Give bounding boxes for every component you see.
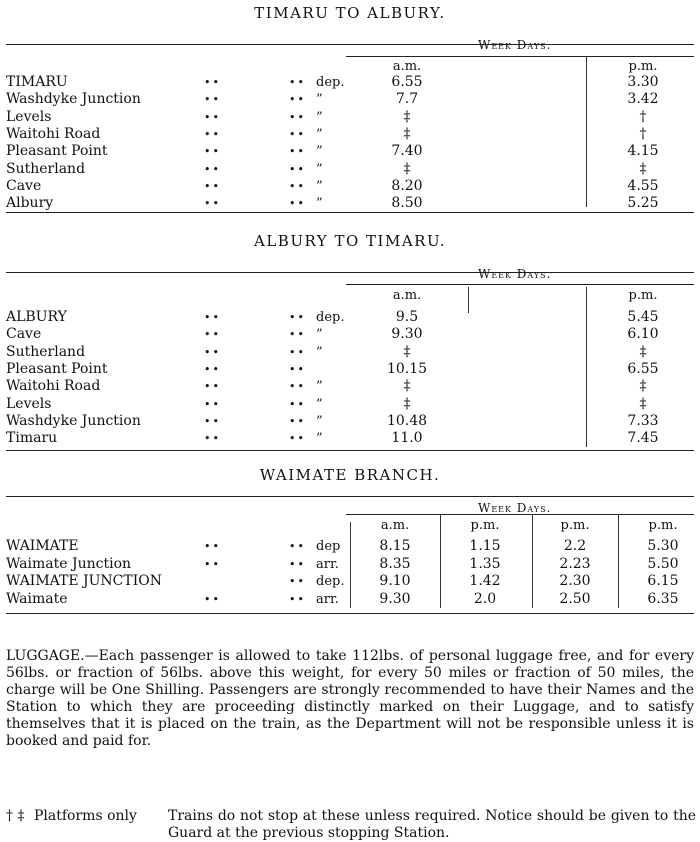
table1-row (0, 74, 700, 91)
dep-mark: ” (316, 92, 323, 108)
leader-dots: •• (289, 179, 306, 193)
leader-dots: •• (204, 162, 221, 176)
table2-pm-header: p.m. (628, 288, 658, 303)
pm-time: 3.30 (627, 74, 659, 90)
pm-time: 4.15 (627, 143, 659, 160)
table2-am-header: a.m. (392, 288, 422, 303)
dep-mark: ” (316, 109, 323, 125)
am-time: ‡ (403, 108, 411, 125)
table1-row (0, 161, 700, 178)
leader-dots: •• (204, 592, 221, 606)
dep-mark: ” (316, 178, 323, 194)
station-name: Levels (6, 395, 52, 412)
am-time: 7.40 (391, 143, 423, 160)
dep-mark: dep. (316, 75, 345, 90)
station-name: WAIMATE JUNCTION (6, 573, 162, 589)
dep-mark: ” (316, 126, 323, 142)
table1-bottom-rule (6, 212, 694, 213)
leader-dots: •• (289, 540, 306, 553)
leader-dots: •• (204, 76, 221, 89)
table3-bottom-rule (6, 613, 694, 614)
am-time: ‡ (403, 343, 411, 360)
table2-row (0, 396, 700, 413)
table3-row (0, 573, 700, 590)
leader-dots: •• (204, 557, 221, 571)
time-cell: 1.35 (469, 555, 501, 572)
leader-dots: •• (289, 557, 306, 571)
leader-dots: •• (204, 328, 221, 342)
time-cell: 2.50 (559, 590, 591, 607)
time-cell: 8.35 (379, 555, 411, 572)
station-name: Levels (6, 108, 52, 125)
dep-mark: dep. (316, 310, 345, 325)
am-time: 10.15 (386, 360, 428, 377)
time-cell: 8.15 (379, 538, 411, 554)
am-time: 8.20 (391, 177, 423, 194)
dep-mark: ” (316, 344, 323, 360)
table1-pm-header: p.m. (628, 59, 658, 74)
pm-time: ‡ (639, 395, 647, 412)
time-cell: 2.30 (559, 573, 591, 589)
pm-time: 3.42 (627, 91, 659, 108)
table2-row (0, 309, 700, 326)
dep-mark: ” (316, 196, 323, 212)
table3-header-rule (346, 514, 694, 515)
time-cell: 1.15 (469, 538, 501, 554)
leader-dots: •• (289, 432, 306, 446)
time-cell: 9.30 (379, 590, 411, 607)
table3-col-header: a.m. (380, 518, 410, 533)
table3-col-header: p.m. (560, 518, 590, 533)
table3-week-days: Week Days. (478, 501, 552, 515)
dep-mark: ” (316, 413, 323, 429)
time-cell: 5.30 (647, 538, 679, 554)
am-time: 11.0 (391, 430, 423, 447)
table1-week-days: Week Days. (478, 38, 552, 52)
leader-dots: •• (289, 575, 306, 588)
dep-mark: ” (316, 431, 323, 447)
pm-time: 5.45 (627, 309, 659, 325)
time-cell: 5.50 (647, 555, 679, 572)
leader-dots: •• (289, 414, 306, 428)
leader-dots: •• (289, 76, 306, 89)
leader-dots: •• (204, 362, 221, 376)
station-name: Pleasant Point (6, 143, 108, 160)
leader-dots: •• (289, 127, 306, 141)
pm-time: ‡ (639, 378, 647, 395)
station-name: ALBURY (6, 309, 67, 325)
leader-dots: •• (289, 110, 306, 124)
pm-time: 7.45 (627, 430, 659, 447)
station-name: TIMARU (6, 74, 68, 90)
dep-mark: arr. (316, 591, 339, 607)
leader-dots: •• (204, 432, 221, 446)
table1-row (0, 195, 700, 212)
table1-row (0, 91, 700, 108)
leader-dots: •• (289, 311, 306, 324)
table3-row (0, 556, 700, 573)
am-time: ‡ (403, 125, 411, 142)
am-time: 6.55 (391, 74, 423, 90)
time-cell: 6.15 (647, 573, 679, 589)
table2-row (0, 413, 700, 430)
leader-dots: •• (289, 93, 306, 107)
station-name: Waitohi Road (6, 125, 101, 142)
dep-mark: ” (316, 161, 323, 177)
station-name: Albury (6, 195, 54, 212)
pm-time: † (639, 125, 647, 142)
leader-dots: •• (289, 592, 306, 606)
pm-time: 6.10 (627, 326, 659, 343)
station-name: Washdyke Junction (6, 412, 141, 429)
time-cell: 2.23 (559, 555, 591, 572)
station-name: Cave (6, 326, 42, 343)
table1-am-header: a.m. (392, 59, 422, 74)
am-time: 10.48 (386, 412, 428, 429)
trains-stop-notice: Trains do not stop at these unless required. Notice should be given to the Guard at the previous stopping Station. (168, 808, 696, 841)
leader-dots: •• (204, 179, 221, 193)
table2-header-rule (346, 284, 694, 285)
am-time: ‡ (403, 378, 411, 395)
am-time: ‡ (403, 160, 411, 177)
table2-bottom-rule (6, 450, 694, 451)
leader-dots: •• (289, 328, 306, 342)
time-cell: 2.0 (473, 590, 497, 607)
dep-mark: arr. (316, 556, 339, 572)
leader-dots: •• (204, 110, 221, 124)
leader-dots: •• (204, 197, 221, 211)
table3-col-header: p.m. (648, 518, 678, 533)
platform-symbols: † ‡ (6, 808, 25, 824)
pm-time: ‡ (639, 160, 647, 177)
table1-row (0, 143, 700, 160)
station-name: Timaru (6, 430, 58, 447)
timaru-to-albury-title: TIMARU TO ALBURY. (254, 4, 446, 22)
time-cell: 1.42 (469, 573, 501, 589)
time-cell: 9.10 (379, 573, 411, 589)
am-time: 8.50 (391, 195, 423, 212)
leader-dots: •• (204, 127, 221, 141)
dep-mark: dep (316, 539, 341, 554)
leader-dots: •• (204, 345, 221, 359)
pm-time: 6.55 (627, 360, 659, 377)
leader-dots: •• (289, 197, 306, 211)
time-cell: 6.35 (647, 590, 679, 607)
leader-dots: •• (289, 362, 306, 376)
leader-dots: •• (204, 397, 221, 411)
pm-time: 7.33 (627, 412, 659, 429)
table3-top-rule (6, 496, 694, 497)
station-name: Sutherland (6, 160, 86, 177)
table2-row (0, 344, 700, 361)
am-time: ‡ (403, 395, 411, 412)
station-name: Waimate Junction (6, 555, 132, 572)
table2-top-rule (6, 272, 694, 273)
pm-time: 4.55 (627, 177, 659, 194)
table1-row (0, 178, 700, 195)
station-name: Waitohi Road (6, 378, 101, 395)
waimate-branch-title: WAIMATE BRANCH. (259, 466, 441, 484)
table1-row (0, 126, 700, 143)
pm-time: ‡ (639, 343, 647, 360)
table1-top-rule (6, 44, 694, 45)
table1-header-rule (346, 56, 694, 57)
leader-dots: •• (204, 414, 221, 428)
am-time: 9.30 (391, 326, 423, 343)
dep-mark: ” (316, 379, 323, 395)
table2-row (0, 361, 700, 378)
dep-mark: ” (316, 396, 323, 412)
station-name: WAIMATE (6, 538, 79, 554)
station-name: Waimate (6, 590, 68, 607)
leader-dots: •• (204, 93, 221, 107)
table1-row (0, 109, 700, 126)
leader-dots: •• (289, 145, 306, 159)
leader-dots: •• (204, 311, 221, 324)
pm-time: 5.25 (627, 195, 659, 212)
dep-mark: ” (316, 327, 323, 343)
station-name: Sutherland (6, 343, 86, 360)
leader-dots: •• (289, 162, 306, 176)
table3-row (0, 591, 700, 608)
pm-time: † (639, 108, 647, 125)
dep-mark: dep. (316, 574, 345, 589)
station-name: Washdyke Junction (6, 91, 141, 108)
platforms-only-label: Platforms only (34, 808, 137, 824)
leader-dots: •• (289, 345, 306, 359)
luggage-notice: LUGGAGE.—Each passenger is allowed to take 112lbs. of personal luggage free, and for every 56lbs. or fraction of 56lbs. above this weight, for every 50 miles or fraction of 50 miles, the charge will be One Shilling. Passengers are strongly recommended to have their Names and the Station to which they are proceeding distinctly marked on their Luggage, and to satisfy themselves that it is placed on the train, as the Department will not be responsible unless it is booked and paid for. (6, 648, 694, 749)
table3-col-header: p.m. (470, 518, 500, 533)
leader-dots: •• (204, 380, 221, 394)
time-cell: 2.2 (563, 538, 587, 554)
leader-dots: •• (289, 380, 306, 394)
table2-week-days: Week Days. (478, 267, 552, 281)
station-name: Pleasant Point (6, 360, 108, 377)
am-time: 7.7 (395, 91, 419, 108)
am-time: 9.5 (395, 309, 419, 325)
station-name: Cave (6, 177, 42, 194)
dep-mark: ” (316, 144, 323, 160)
table2-row (0, 430, 700, 447)
table2-row (0, 326, 700, 343)
leader-dots: •• (289, 397, 306, 411)
albury-to-timaru-title: ALBURY TO TIMARU. (254, 232, 446, 250)
leader-dots: •• (204, 540, 221, 553)
table2-row (0, 378, 700, 395)
leader-dots: •• (204, 145, 221, 159)
table3-row (0, 538, 700, 555)
